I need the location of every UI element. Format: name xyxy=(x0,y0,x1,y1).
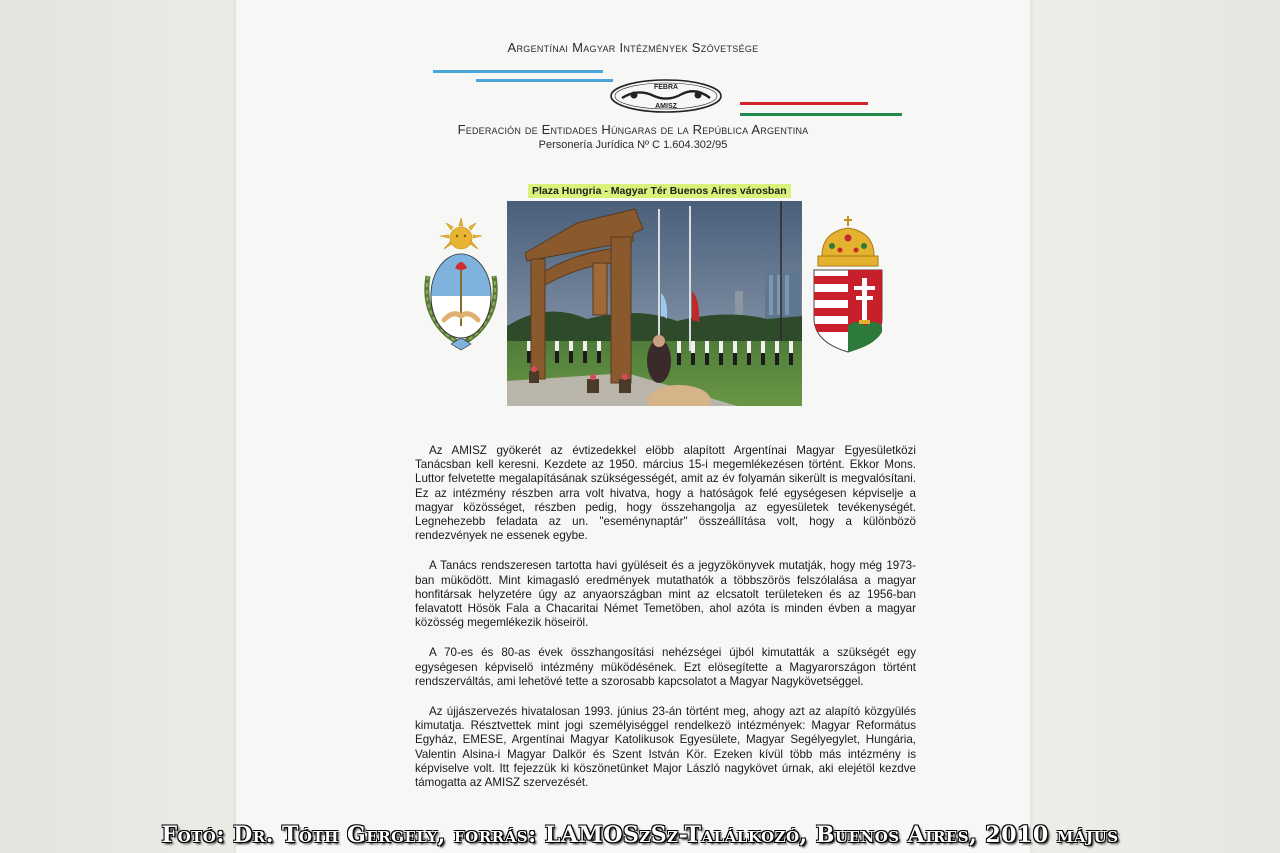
organization-name-hungarian: Argentínai Magyar Intézmények Szövetsége xyxy=(507,40,759,55)
paragraph-4: Az újjászervezés hivatalosan 1993. június 23-án történt meg, ahogy azt az alapító közgyülés kimutatja. Résztvettek mint jogi személyiséggel rendelkezö intézmények: Magyar Református Egyház, EMESE, Argentínai Magyar Katolikusok Egyesülete, Magyar Segélyegylet, Hungária, Valentin Alsina-i Magyar Dalkör és Szent István Kör. Ezeken kívül több más intézmény is képviselve volt. Itt fejezzük ki köszönetünket Major László nagykövet úrnak, aki elejétöl kezdve támogatta az AMISZ szervezését. xyxy=(415,705,916,790)
paragraph-3: A 70-es és 80-as évek összhangosítási nehézségei újból kimutatták a szükségét egy egységesen képviselö intézmény müködésének. Ezt elösegítette a Magyarországon történt rendszerváltás, ami lehetövé tette a szorosabb kapcsolatot a Magyar Nagykövetséggel. xyxy=(415,646,916,688)
logo-text-bottom: AMISZ xyxy=(655,103,677,110)
red-line xyxy=(740,102,868,105)
paragraph-2: A Tanács rendszeresen tartotta havi gyüléseit és a jegyzökönyvek mutatják, hogy még 1973-ban müködött. Mint kimagasló eredmények mutathatók a többszörös felszólalása a magyar honfitársak helyzetére úgy az anyaországban mint az elcsatolt területeken és az 1956-ban felavatott Hösök Fala a Chacaritai Német Temetöben, ahol azóta is minden évben a magyar közösség megemlékezik höseiröl. xyxy=(415,559,916,630)
photo-caption: Plaza Hungria - Magyar Tér Buenos Aires városban xyxy=(528,184,791,198)
legal-registration: Personería Jurídica Nº C 1.604.302/95 xyxy=(538,139,728,151)
backdrop-right xyxy=(1030,0,1280,853)
argentina-coat-of-arms-icon xyxy=(416,216,506,352)
plaza-hungria-photo xyxy=(507,201,802,406)
backdrop-left xyxy=(0,0,236,853)
blue-line-bottom xyxy=(476,79,613,82)
hungary-coat-of-arms-icon xyxy=(810,214,886,354)
green-line xyxy=(740,113,902,116)
document-page xyxy=(236,0,1030,853)
article-body xyxy=(415,444,916,806)
febra-amisz-logo xyxy=(608,78,724,114)
blue-line-top xyxy=(433,70,603,73)
photo-credit: Fotó: Dr. Tóth Gergely, forrás: LAMOSzSz-Találkozó, Buenos Aires, 2010 május xyxy=(161,822,1119,848)
paragraph-1: Az AMISZ gyökerét az évtizedekkel elöbb alapított Argentínai Magyar Egyesületközi Tanácsban kell keresni. Kezdete az 1950. március 15-i megemlékezésen történt. Ekkor Mons. Luttor felvetette megalapításának szükségességét, amit az év folyamán sikerült is megvalósítani. Ez az intézmény részben arra volt hivatva, hogy a hatóságok felé egységesen képviselje a magyar közösséget, részben pedig, hogy összehangolja az egyesületek tevékenységét. Legnehezebb feladata az un. "eseménynaptár" összeállítása volt, hogy a különbözö rendezvények ne essenek egybe. xyxy=(415,444,916,543)
organization-name-spanish: Federación de Entidades Húngaras de la República Argentina xyxy=(457,122,809,137)
logo-text-top: FEBRA xyxy=(653,84,679,91)
